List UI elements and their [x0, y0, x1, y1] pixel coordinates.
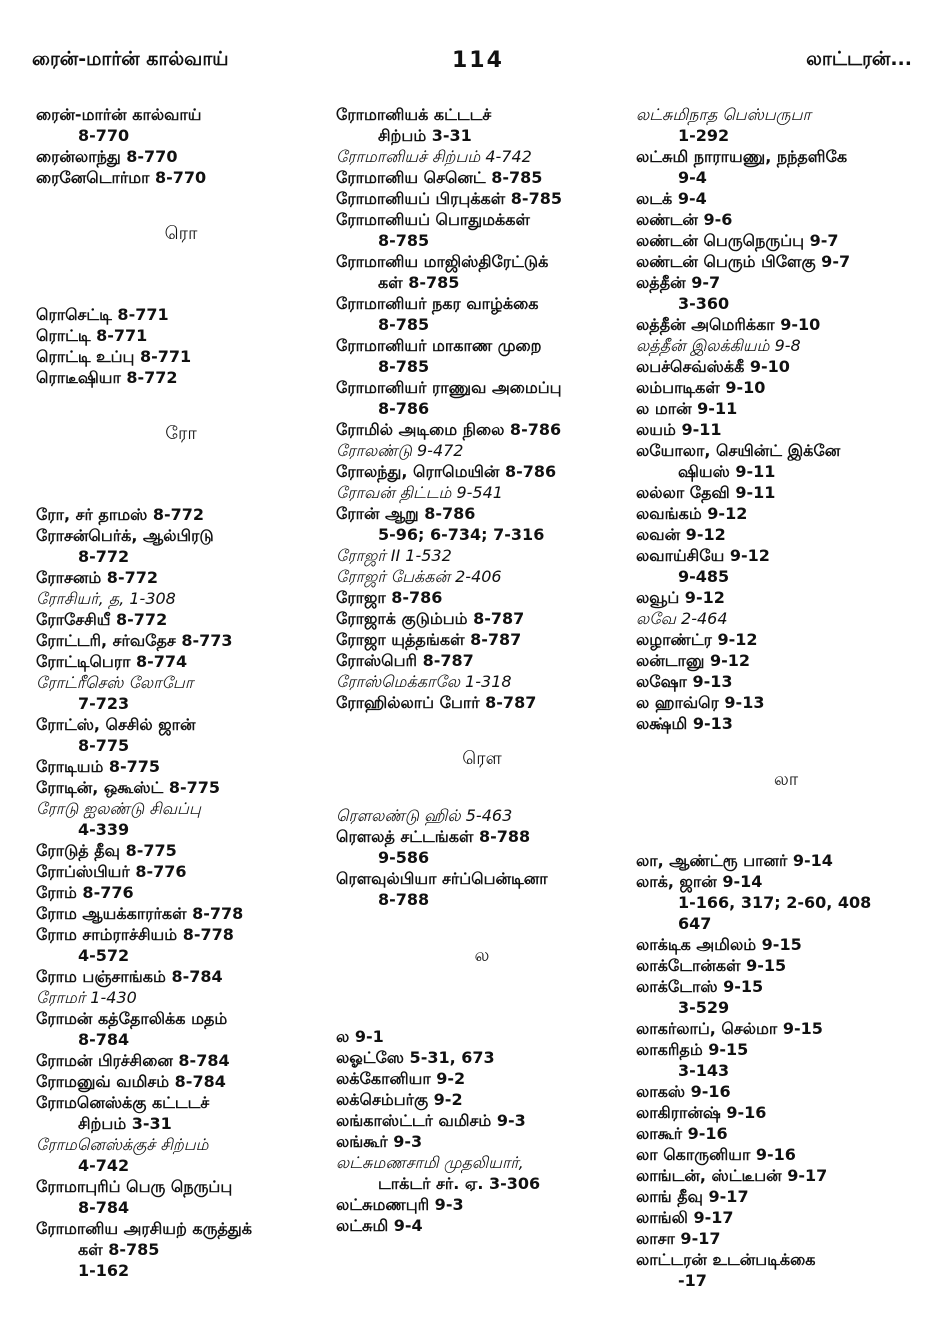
index-entry: லன்டானு 9-12 [636, 651, 751, 670]
index-entry: ரோம பஞ்சாங்கம் 8-784 [36, 967, 223, 986]
index-entry: ரொசெட்டி 8-771 [36, 305, 169, 324]
index-continuation: -17 [678, 1271, 707, 1290]
index-entry: ரைன்லாந்து 8-770 [36, 147, 178, 166]
index-entry: லக்ஷ்மி 9-13 [636, 714, 733, 733]
index-entry: ரோம் 8-776 [36, 883, 134, 902]
index-continuation: கள் 8-785 [378, 273, 460, 292]
index-continuation: கள் 8-785 [78, 1240, 160, 1259]
section-spacer [36, 256, 326, 280]
running-head-left: ரைன்-மார்ன் கால்வாய் [32, 48, 229, 70]
index-entry: லா கொருனியா 9-16 [636, 1145, 796, 1164]
index-entry: ரொட்டி உப்பு 8-771 [36, 347, 192, 366]
index-entry: ரோடு ஐலண்டு சிவப்பு [36, 799, 201, 818]
index-entry: லண்டன் பெரும் பிளேகு 9-7 [636, 252, 851, 271]
index-entry: லாசா 9-17 [636, 1229, 721, 1248]
index-entry: லத்தீன் இலக்கியம் 9-8 [636, 336, 801, 355]
index-entry: லங்காஸ்ட்டர் வமிசம் 9-3 [336, 1111, 526, 1130]
index-continuation: 8-772 [78, 547, 130, 566]
index-entry: ரோன் ஆறு 8-786 [336, 504, 476, 523]
index-continuation: 3-143 [678, 1061, 730, 1080]
index-entry: லட்சுமிநாத பெஸ்பருபா [636, 105, 811, 124]
index-continuation: 8-785 [378, 231, 430, 250]
index-entry: ரோசனம் 8-772 [36, 568, 158, 587]
section-spacer [36, 480, 326, 504]
index-column-1 [36, 104, 326, 1281]
index-entry: ரோமனெஸ்க்கு கட்டடச் [36, 1093, 210, 1112]
index-continuation: டாக்டர் சர். ஏ. 3-306 [378, 1174, 541, 1193]
index-entry: ரோ, சர் தாமஸ் 8-772 [36, 505, 205, 524]
section-heading: ரௌ [462, 748, 502, 769]
index-entry: லாக், ஜான் 9-14 [636, 872, 763, 891]
index-continuation: 8-785 [378, 315, 430, 334]
index-entry: லாகர்லாப், செல்மா 9-15 [636, 1019, 823, 1038]
index-entry: ல மான் 9-11 [636, 399, 738, 418]
index-entry: ரோமன் கத்தோலிக்க மதம் [36, 1009, 228, 1028]
index-entry: லாகூர் 9-16 [636, 1124, 728, 1143]
index-entry: லாக்டிக அமிலம் 9-15 [636, 935, 802, 954]
index-entry: லபச்செவ்ஸ்க்கீ 9-10 [636, 357, 790, 376]
index-continuation: 647 [678, 914, 712, 933]
index-continuation: 8-785 [378, 357, 430, 376]
index-continuation: 8-786 [378, 399, 430, 418]
index-continuation: 8-788 [378, 890, 430, 909]
index-entry: ரோம ஆயக்காரர்கள் 8-778 [36, 904, 244, 923]
index-entry: ரோசன்பெர்க், ஆல்பிரடு [36, 526, 214, 545]
index-entry: ரோமானிய மாஜிஸ்திரேட்டுக் [336, 252, 549, 271]
index-continuation: 4-572 [78, 946, 130, 965]
index-entry: ரோமனுவ் வமிசம் 8-784 [36, 1072, 226, 1091]
index-entry: ரோஸ்பெரி 8-787 [336, 651, 474, 670]
index-entry: லத்தீன் 9-7 [636, 273, 721, 292]
index-continuation: 1-162 [78, 1261, 130, 1280]
index-entry: ல 9-1 [336, 1027, 384, 1046]
index-continuation: 9-4 [678, 168, 707, 187]
index-entry: லவூப் 9-12 [636, 588, 725, 607]
index-continuation: ஷியஸ் 9-11 [678, 462, 776, 481]
section-spacer [336, 910, 628, 934]
index-entry: ரொட்டி 8-771 [36, 326, 148, 345]
index-entry: ரோம சாம்ராச்சியம் 8-778 [36, 925, 234, 944]
index-entry: ரோலண்டு 9-472 [336, 441, 464, 460]
index-entry: லங்கூர் 9-3 [336, 1132, 423, 1151]
page-number: 114 [452, 48, 504, 73]
index-entry: ரோமானியர் நகர வாழ்க்கை [336, 294, 539, 313]
index-continuation: 7-723 [78, 694, 130, 713]
index-entry: ரைனேடொர்மா 8-770 [36, 168, 207, 187]
index-entry: ரோடுத் தீவு 8-775 [36, 841, 177, 860]
index-entry: ரோலந்து, ரொமெயின் 8-786 [336, 462, 557, 481]
index-entry: ரோமனெஸ்க்குச் சிற்பம் [36, 1135, 209, 1154]
index-entry: ரோமில் அடிமை நிலை 8-786 [336, 420, 562, 439]
section-heading: ரோ [165, 423, 197, 444]
index-entry: ரௌவுல்பியா சர்ப்பென்டினா [336, 869, 548, 888]
index-entry: லஓட்ஸே 5-31, 673 [336, 1048, 495, 1067]
index-entry: ரோஹில்லாப் போர் 8-787 [336, 693, 537, 712]
section-heading: லா [773, 769, 799, 790]
index-continuation: 9-586 [378, 848, 430, 867]
section-spacer [36, 388, 326, 412]
index-continuation: 4-339 [78, 820, 130, 839]
index-entry: லம்பாடிகள் 9-10 [636, 378, 766, 397]
index-entry: ரோமர் 1-430 [36, 988, 137, 1007]
index-continuation: 1-166, 317; 2-60, 408 [678, 893, 872, 912]
index-entry: ரோமானியப் பிரபுக்கள் 8-785 [336, 189, 562, 208]
index-entry: லா, ஆண்ட்ரூ பானர் 9-14 [636, 851, 833, 870]
index-entry: ரோஸ்மெக்காலே 1-318 [336, 672, 512, 691]
index-continuation: 8-775 [78, 736, 130, 755]
section-spacer [36, 280, 326, 304]
index-entry: ரௌலண்டு ஹில் 5-463 [336, 806, 513, 825]
index-entry: ரோப்ஸ்பியர் 8-776 [36, 862, 187, 881]
index-column-2 [336, 104, 628, 1236]
index-entry: ரோடியம் 8-775 [36, 757, 161, 776]
index-entry: லடக் 9-4 [636, 189, 707, 208]
index-entry: ரோமானியர் மாகாண முறை [336, 336, 542, 355]
index-entry: லயோலா, செயின்ட் இக்னே [636, 441, 841, 460]
index-entry: லல்லா தேவி 9-11 [636, 483, 776, 502]
index-entry: லவங்கம் 9-12 [636, 504, 748, 523]
index-continuation: 9-485 [678, 567, 730, 586]
index-continuation: சிற்பம் 3-31 [378, 126, 472, 145]
index-entry: லாங் தீவு 9-17 [636, 1187, 749, 1206]
index-entry: லட்சுமி நாராயணு, நந்தளிகே [636, 147, 848, 166]
index-entry: ல ஹாவ்ரெ 9-13 [636, 693, 765, 712]
section-spacer [36, 456, 326, 480]
index-column-3 [636, 104, 936, 1291]
index-entry: லவாய்சியே 9-12 [636, 546, 770, 565]
index-entry: ரோமானியச் சிற்பம் 4-742 [336, 147, 532, 166]
index-entry: ரோஜா 8-786 [336, 588, 443, 607]
index-entry: ரோஜாக் குடும்பம் 8-787 [336, 609, 525, 628]
section-spacer [636, 734, 936, 758]
index-continuation: 3-360 [678, 294, 730, 313]
index-entry: ரௌலத் சட்டங்கள் 8-788 [336, 827, 531, 846]
index-entry: லத்தீன் அமெரிக்கா 9-10 [636, 315, 821, 334]
index-continuation: சிற்பம் 3-31 [78, 1114, 172, 1133]
section-spacer [336, 781, 628, 805]
index-entry: லாக்டோஸ் 9-15 [636, 977, 764, 996]
index-entry: ரோமானியப் பொதுமக்கள் [336, 210, 530, 229]
index-entry: லட்சுமணபுரி 9-3 [336, 1195, 464, 1214]
index-entry: லாட்டரன் உடன்படிக்கை [636, 1250, 816, 1269]
index-entry: ரோமானிய செனெட் 8-785 [336, 168, 543, 187]
index-entry: லவே 2-464 [636, 609, 728, 628]
index-entry: லட்சுமணசாமி முதலியார், [336, 1153, 524, 1172]
index-entry: லாகஸ் 9-16 [636, 1082, 731, 1101]
index-entry: ரொடீஷியா 8-772 [36, 368, 178, 387]
index-entry: லாகரிதம் 9-15 [636, 1040, 749, 1059]
index-entry: ரோசேசியீ 8-772 [36, 610, 168, 629]
index-entry: லட்சுமி 9-4 [336, 1216, 423, 1235]
section-heading: ரொ [164, 223, 198, 244]
index-entry: லயம் 9-11 [636, 420, 722, 439]
index-entry: ரோமானியக் கட்டடச் [336, 105, 492, 124]
section-spacer [636, 802, 936, 826]
index-entry: லண்டன் 9-6 [636, 210, 733, 229]
index-entry: ரைன்-மார்ன் கால்வாய் [36, 105, 202, 124]
index-entry: லண்டன் பெருநெருப்பு 9-7 [636, 231, 839, 250]
index-continuation: 8-770 [78, 126, 130, 145]
index-entry: லஷோ 9-13 [636, 672, 733, 691]
index-continuation: 5-96; 6-734; 7-316 [378, 525, 545, 544]
running-head-right: லாட்டரன்... [806, 48, 912, 70]
index-entry: லாங்டன், ஸ்ட்டீபன் 9-17 [636, 1166, 828, 1185]
index-entry: லாக்டோன்கள் 9-15 [636, 956, 787, 975]
index-entry: ரோமாபுரிப் பெரு நெருப்பு [36, 1177, 233, 1196]
index-entry: ரோஜா யுத்தங்கள் 8-787 [336, 630, 522, 649]
page-header [0, 48, 940, 78]
index-entry: லழாண்ட்ர 9-12 [636, 630, 758, 649]
index-entry: லாங்லி 9-17 [636, 1208, 734, 1227]
section-spacer [336, 1002, 628, 1026]
index-entry: ரோட்டரி, சர்வதேச 8-773 [36, 631, 233, 650]
index-continuation: 8-784 [78, 1198, 130, 1217]
index-continuation: 4-742 [78, 1156, 130, 1175]
index-entry: ரோமானிய அரசியற் கருத்துக் [36, 1219, 252, 1238]
index-entry: ரோடின், ஒகூஸ்ட் 8-775 [36, 778, 220, 797]
index-continuation: 3-529 [678, 998, 730, 1017]
index-continuation: 8-784 [78, 1030, 130, 1049]
section-heading: ல [474, 945, 490, 966]
index-entry: ரோசியர், த, 1-308 [36, 589, 176, 608]
section-spacer [336, 713, 628, 737]
index-entry: லாகிரான்ஷ் 9-16 [636, 1103, 767, 1122]
section-spacer [636, 826, 936, 850]
section-spacer [36, 188, 326, 212]
index-entry: ரோட்ஸ், செசில் ஜான் [36, 715, 196, 734]
index-entry: ரோட்ரீசெஸ் லோபோ [36, 673, 194, 692]
index-entry: லவன் 9-12 [636, 525, 726, 544]
index-entry: ரோட்டிபெரா 8-774 [36, 652, 188, 671]
index-entry: ரோமானியர் ராணுவ அமைப்பு [336, 378, 562, 397]
index-entry: லக்செம்பர்கு 9-2 [336, 1090, 463, 1109]
section-spacer [336, 978, 628, 1002]
index-continuation: 1-292 [678, 126, 730, 145]
index-entry: ரோஜர் II 1-532 [336, 546, 452, 565]
index-entry: ரோவன் திட்டம் 9-541 [336, 483, 503, 502]
index-entry: ரோஜர் பேக்கன் 2-406 [336, 567, 502, 586]
index-entry: ரோமன் பிரச்சினை 8-784 [36, 1051, 230, 1070]
index-entry: லக்கோனியா 9-2 [336, 1069, 466, 1088]
